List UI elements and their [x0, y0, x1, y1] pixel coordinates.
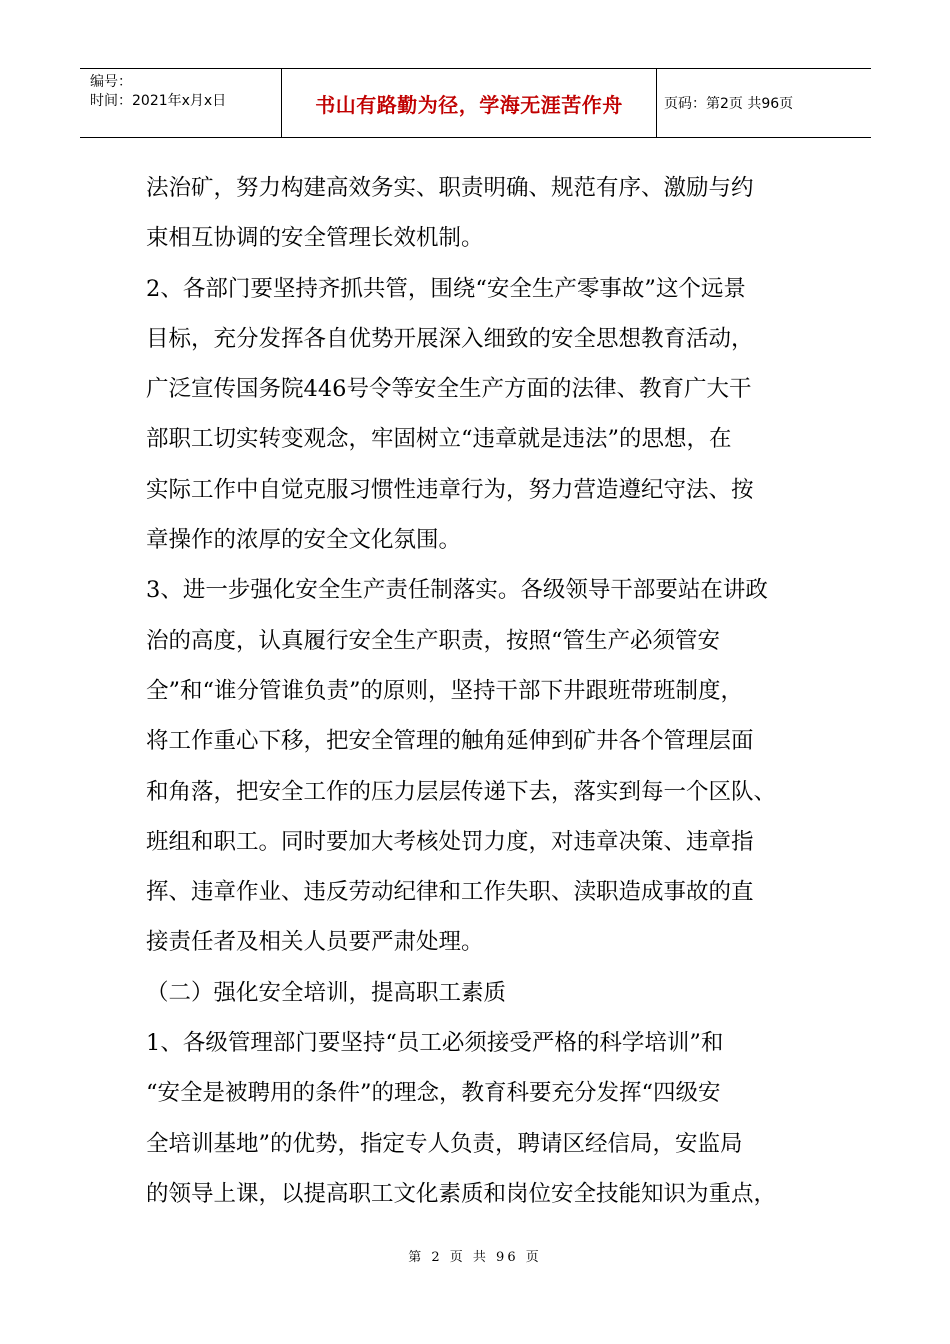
section-heading: （二）强化安全培训，提高职工素质 — [146, 979, 507, 1006]
header-meta-cell — [80, 69, 282, 137]
body-line: 将工作重心下移，把安全管理的触角延伸到矿井各个管理层面 — [146, 728, 754, 755]
body-line: 的领导上课，以提高职工文化素质和岗位安全技能知识为重点， — [146, 1180, 777, 1207]
body-line: 治的高度，认真履行安全生产职责，按照“管生产必须管安 — [146, 627, 721, 654]
body-line: 章操作的浓厚的安全文化氛围。 — [146, 527, 462, 554]
body-line: 和角落，把安全工作的压力层层传递下去，落实到每一个区队、 — [146, 778, 777, 805]
body-line: 广泛宣传国务院446号令等安全生产方面的法律、教育广大干 — [146, 376, 752, 403]
body-line: 3、进一步强化安全生产责任制落实。各级领导干部要站在讲政 — [146, 577, 768, 604]
header-motto: 书山有路勤为径，学海无涯苦作舟 — [315, 92, 623, 117]
body-line: 2、各部门要坚持齐抓共管，围绕“安全生产零事故”这个远景 — [146, 275, 746, 302]
page-footer: 第 2 页 共 96 页 — [408, 1250, 542, 1265]
body-line: 接责任者及相关人员要严肃处理。 — [146, 929, 484, 956]
body-line: 目标，充分发挥各自优势开展深入细致的安全思想教育活动， — [146, 325, 754, 352]
body-line: 全”和“谁分管谁负责”的原则，坚持干部下井跟班带班制度， — [146, 677, 744, 704]
header-page-info: 页码：第2页 共96页 — [664, 96, 794, 112]
document-time-label: 时间：2021年x月x日 — [90, 93, 227, 109]
header-motto-cell — [282, 69, 657, 137]
document-number-label: 编号： — [90, 74, 132, 90]
body-line: 束相互协调的安全管理长效机制。 — [146, 225, 484, 252]
body-line: 班组和职工。同时要加大考核处罚力度，对违章决策、违章指 — [146, 828, 754, 855]
body-line: 部职工切实转变观念，牢固树立“违章就是违法”的思想，在 — [146, 426, 732, 453]
body-line: 1、各级管理部门要坚持“员工必须接受严格的科学培训”和 — [146, 1030, 724, 1057]
body-line: 挥、违章作业、违反劳动纪律和工作失职、渎职造成事故的直 — [146, 879, 754, 906]
header-page-cell — [657, 69, 871, 137]
body-line: “安全是被聘用的条件”的理念，教育科要充分发挥“四级安 — [146, 1080, 721, 1107]
body-line: 实际工作中自觉克服习惯性违章行为，努力营造遵纪守法、按 — [146, 476, 754, 503]
body-line: 法治矿，努力构建高效务实、职责明确、规范有序、激励与约 — [146, 175, 754, 201]
document-body — [146, 163, 836, 1219]
page-header — [80, 68, 871, 138]
body-line: 全培训基地”的优势，指定专人负责，聘请区经信局，安监局 — [146, 1130, 743, 1157]
